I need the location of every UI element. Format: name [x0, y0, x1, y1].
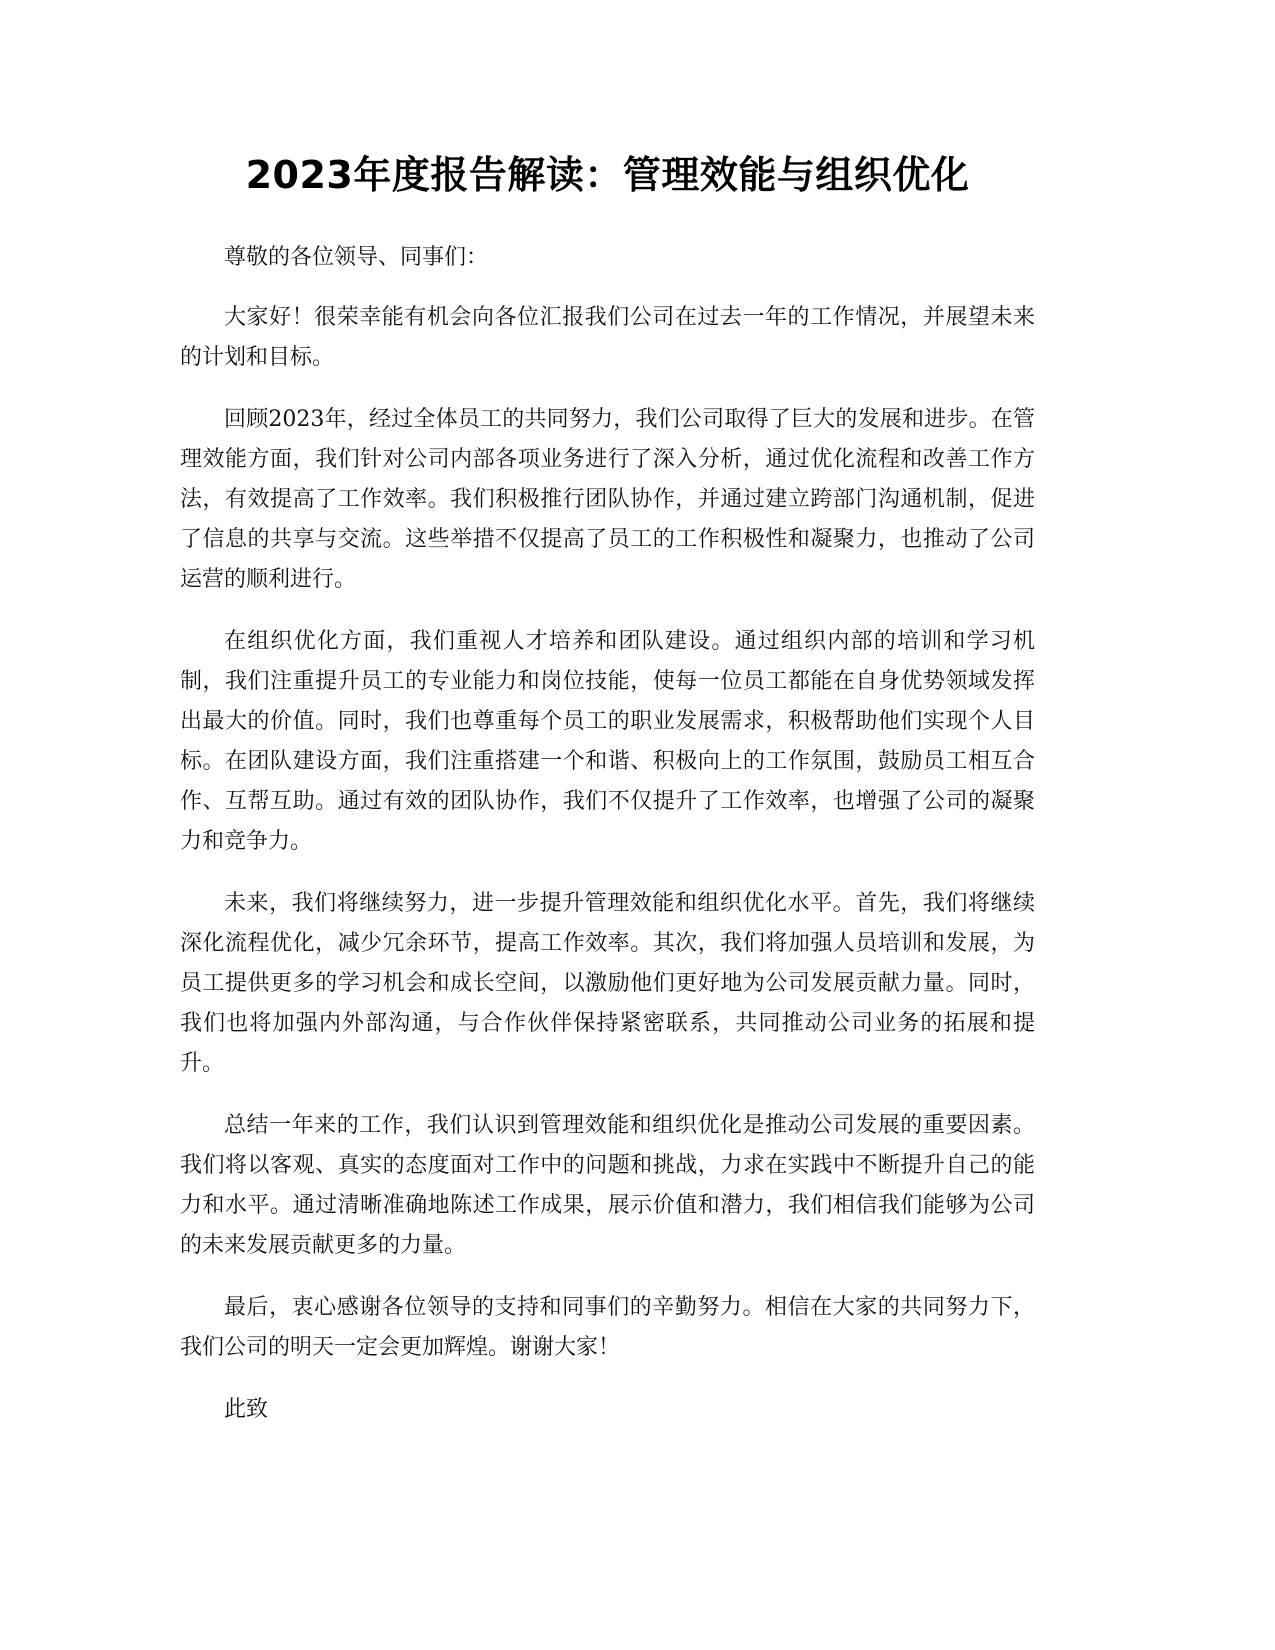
document-title: 2023年度报告解读：管理效能与组织优化	[245, 153, 970, 197]
salutation: 尊敬的各位领导、同事们：	[224, 245, 489, 270]
paragraph-organization: 在组织优化方面，我们重视人才培养和团队建设。通过组织内部的培训和学习机制，我们注重提升员工的专业能力和岗位技能，使每一位员工都能在自身优势领域发挥出最大的价值。同时，我们也尊重每个员工的职业发展需求，积极帮助他们实现个人目标。在团队建设方面，我们注重搭建一个和谐、积极向上的工作氛围，鼓励员工相互合作、互帮互助。通过有效的团队协作，我们不仅提升了工作效率，也增强了公司的凝聚力和竞争力。	[180, 629, 1035, 854]
paragraph-review: 回顾2023年，经过全体员工的共同努力，我们公司取得了巨大的发展和进步。在管理效能方面，我们针对公司内部各项业务进行了深入分析，通过优化流程和改善工作方法，有效提高了工作效率。我们积极推行团队协作，并通过建立跨部门沟通机制，促进了信息的共享与交流。这些举措不仅提高了员工的工作积极性和凝聚力，也推动了公司运营的顺利进行。	[180, 407, 1035, 592]
closing-text: 此致	[224, 1397, 269, 1422]
paragraph-greeting: 大家好！很荣幸能有机会向各位汇报我们公司在过去一年的工作情况，并展望未来的计划和目标。	[180, 305, 1035, 370]
document-body	[180, 238, 1035, 1452]
paragraph-summary: 总结一年来的工作，我们认识到管理效能和组织优化是推动公司发展的重要因素。我们将以客观、真实的态度面对工作中的问题和挑战，力求在实践中不断提升自己的能力和水平。通过清晰准确地陈述工作成果，展示价值和潜力，我们相信我们能够为公司的未来发展贡献更多的力量。	[180, 1113, 1035, 1258]
paragraph-future: 未来，我们将继续努力，进一步提升管理效能和组织优化水平。首先，我们将继续深化流程优化，减少冗余环节，提高工作效率。其次，我们将加强人员培训和发展，为员工提供更多的学习机会和成长空间，以激励他们更好地为公司发展贡献力量。同时，我们也将加强内外部沟通，与合作伙伴保持紧密联系，共同推动公司业务的拓展和提升。	[180, 891, 1035, 1076]
paragraph-thanks: 最后，衷心感谢各位领导的支持和同事们的辛勤努力。相信在大家的共同努力下，我们公司的明天一定会更加辉煌。谢谢大家！	[180, 1295, 1035, 1360]
document-page	[180, 0, 1035, 1650]
